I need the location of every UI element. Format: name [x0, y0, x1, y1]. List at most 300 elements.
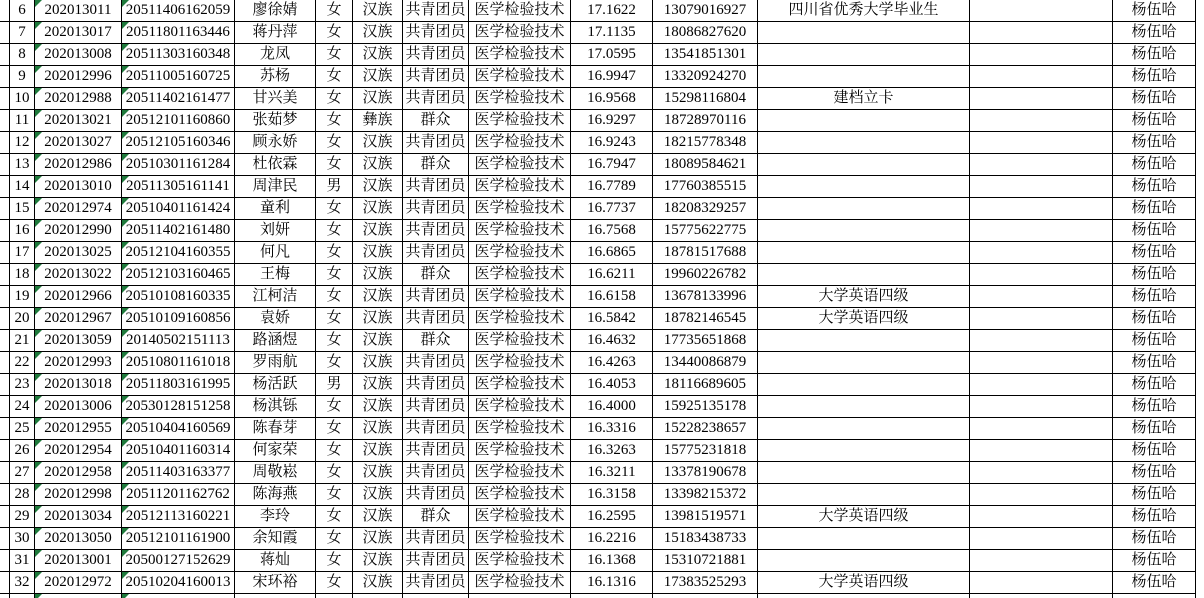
- cell-ethnicity[interactable]: 汉族: [353, 506, 403, 528]
- cell-student-id[interactable]: 202012998: [35, 484, 122, 506]
- cell-political-status[interactable]: 群众: [403, 506, 469, 528]
- cell-blank[interactable]: [970, 264, 1113, 286]
- cell-exam-id[interactable]: 20510401160314: [122, 440, 235, 462]
- cell-reviewer[interactable]: 杨伍哈: [1113, 330, 1196, 352]
- cell-major[interactable]: 医学检验技术: [469, 506, 571, 528]
- cell-row-number[interactable]: 23: [10, 374, 35, 396]
- cell-remark[interactable]: [758, 220, 970, 242]
- cell-row-number[interactable]: 27: [10, 462, 35, 484]
- cell-gender[interactable]: 女: [316, 242, 353, 264]
- cell-student-id[interactable]: 202012966: [35, 286, 122, 308]
- cell-reviewer[interactable]: 杨伍哈: [1113, 418, 1196, 440]
- cell-reviewer[interactable]: 杨伍哈: [1113, 110, 1196, 132]
- cell-phone[interactable]: 13440086879: [653, 352, 758, 374]
- cell-ethnicity[interactable]: 汉族: [353, 66, 403, 88]
- cell-row-number[interactable]: 16: [10, 220, 35, 242]
- cell-student-id[interactable]: 202013017: [35, 22, 122, 44]
- cell-name[interactable]: 廖徐婧: [235, 0, 316, 22]
- cell-major[interactable]: 医学检验技术: [469, 66, 571, 88]
- cell-student-id[interactable]: 202012972: [35, 572, 122, 594]
- cell-blank[interactable]: [970, 198, 1113, 220]
- cell-row-number[interactable]: 24: [10, 396, 35, 418]
- cell-major[interactable]: 医学检验技术: [469, 132, 571, 154]
- cell-remark[interactable]: [758, 440, 970, 462]
- cell-remark[interactable]: [758, 264, 970, 286]
- cell-ethnicity[interactable]: 汉族: [353, 330, 403, 352]
- cell-reviewer[interactable]: 杨伍哈: [1113, 396, 1196, 418]
- cell-blank[interactable]: [970, 132, 1113, 154]
- cell-row-number[interactable]: 29: [10, 506, 35, 528]
- cell-row-number[interactable]: [10, 594, 35, 598]
- cell-name[interactable]: 宋环裕: [235, 572, 316, 594]
- cell-ethnicity[interactable]: 汉族: [353, 198, 403, 220]
- cell-exam-id[interactable]: 20510108160335: [122, 286, 235, 308]
- cell-phone[interactable]: 18086827620: [653, 22, 758, 44]
- cell-gender[interactable]: 女: [316, 220, 353, 242]
- cell-row-number[interactable]: 14: [10, 176, 35, 198]
- cell-row-number[interactable]: 7: [10, 22, 35, 44]
- cell-blank[interactable]: [970, 418, 1113, 440]
- cell-score[interactable]: 16.6211: [571, 264, 653, 286]
- cell-exam-id[interactable]: 20511801163446: [122, 22, 235, 44]
- cell-gender[interactable]: 男: [316, 176, 353, 198]
- cell-student-id[interactable]: 202013021: [35, 110, 122, 132]
- cell-gender[interactable]: 女: [316, 418, 353, 440]
- cell-blank[interactable]: [970, 286, 1113, 308]
- cell-gender[interactable]: 女: [316, 440, 353, 462]
- cell-student-id[interactable]: 202012986: [35, 154, 122, 176]
- cell-major[interactable]: 医学检验技术: [469, 44, 571, 66]
- cell-name[interactable]: 罗雨航: [235, 352, 316, 374]
- cell-name[interactable]: 周敬崧: [235, 462, 316, 484]
- cell-political-status[interactable]: 共青团员: [403, 286, 469, 308]
- cell-blank[interactable]: [970, 440, 1113, 462]
- cell-gender[interactable]: 女: [316, 506, 353, 528]
- cell-reviewer[interactable]: 杨伍哈: [1113, 528, 1196, 550]
- cell-name[interactable]: [235, 594, 316, 598]
- cell-blank[interactable]: [970, 0, 1113, 22]
- cell-row-number[interactable]: 6: [10, 0, 35, 22]
- cell-ethnicity[interactable]: 汉族: [353, 22, 403, 44]
- cell-major[interactable]: 医学检验技术: [469, 484, 571, 506]
- cell-gender[interactable]: 女: [316, 352, 353, 374]
- cell-reviewer[interactable]: 杨伍哈: [1113, 308, 1196, 330]
- cell-remark[interactable]: [758, 484, 970, 506]
- cell-ethnicity[interactable]: 汉族: [353, 176, 403, 198]
- cell-phone[interactable]: 15298116804: [653, 88, 758, 110]
- cell-ethnicity[interactable]: 汉族: [353, 484, 403, 506]
- cell-ethnicity[interactable]: 彝族: [353, 110, 403, 132]
- cell-blank[interactable]: [970, 462, 1113, 484]
- cell-exam-id[interactable]: 20511201162762: [122, 484, 235, 506]
- cell-reviewer[interactable]: 杨伍哈: [1113, 44, 1196, 66]
- cell-remark[interactable]: 大学英语四级: [758, 286, 970, 308]
- cell-remark[interactable]: [758, 242, 970, 264]
- cell-score[interactable]: 16.7789: [571, 176, 653, 198]
- cell-political-status[interactable]: 共青团员: [403, 176, 469, 198]
- cell-name[interactable]: 何凡: [235, 242, 316, 264]
- cell-exam-id[interactable]: 20511305161141: [122, 176, 235, 198]
- cell-name[interactable]: 张茹梦: [235, 110, 316, 132]
- cell-row-number[interactable]: 18: [10, 264, 35, 286]
- cell-gender[interactable]: 男: [316, 374, 353, 396]
- cell-political-status[interactable]: 共青团员: [403, 462, 469, 484]
- cell-score[interactable]: 16.3211: [571, 462, 653, 484]
- cell-exam-id[interactable]: 20511303160348: [122, 44, 235, 66]
- cell-score[interactable]: 16.4053: [571, 374, 653, 396]
- cell-score[interactable]: 16.2595: [571, 506, 653, 528]
- cell-exam-id[interactable]: 20512103160465: [122, 264, 235, 286]
- cell-student-id[interactable]: 202013001: [35, 550, 122, 572]
- cell-phone[interactable]: 13398215372: [653, 484, 758, 506]
- cell-political-status[interactable]: 共青团员: [403, 484, 469, 506]
- cell-remark[interactable]: 四川省优秀大学毕业生: [758, 0, 970, 22]
- cell-score[interactable]: 17.1135: [571, 22, 653, 44]
- cell-student-id[interactable]: 202012967: [35, 308, 122, 330]
- cell-major[interactable]: 医学检验技术: [469, 572, 571, 594]
- cell-political-status[interactable]: 共青团员: [403, 440, 469, 462]
- cell-ethnicity[interactable]: 汉族: [353, 88, 403, 110]
- cell-major[interactable]: 医学检验技术: [469, 264, 571, 286]
- cell-reviewer[interactable]: 杨伍哈: [1113, 550, 1196, 572]
- cell-exam-id[interactable]: 20510109160856: [122, 308, 235, 330]
- cell-ethnicity[interactable]: 汉族: [353, 264, 403, 286]
- cell-gender[interactable]: 女: [316, 484, 353, 506]
- cell-gender[interactable]: 女: [316, 330, 353, 352]
- cell-row-number[interactable]: 9: [10, 66, 35, 88]
- cell-exam-id[interactable]: 20510801161018: [122, 352, 235, 374]
- cell-score[interactable]: 16.4263: [571, 352, 653, 374]
- cell-remark[interactable]: 建档立卡: [758, 88, 970, 110]
- cell-row-number[interactable]: 31: [10, 550, 35, 572]
- cell-blank[interactable]: [970, 594, 1113, 598]
- cell-student-id[interactable]: 202012974: [35, 198, 122, 220]
- cell-major[interactable]: 医学检验技术: [469, 308, 571, 330]
- cell-phone[interactable]: 18208329257: [653, 198, 758, 220]
- cell-student-id[interactable]: 202013006: [35, 396, 122, 418]
- cell-major[interactable]: 医学检验技术: [469, 418, 571, 440]
- cell-student-id[interactable]: 202012988: [35, 88, 122, 110]
- cell-score[interactable]: 16.2216: [571, 528, 653, 550]
- cell-phone[interactable]: 18215778348: [653, 132, 758, 154]
- cell-remark[interactable]: [758, 352, 970, 374]
- cell-reviewer[interactable]: 杨伍哈: [1113, 352, 1196, 374]
- cell-gender[interactable]: 女: [316, 528, 353, 550]
- cell-score[interactable]: 16.7947: [571, 154, 653, 176]
- cell-phone[interactable]: 13079016927: [653, 0, 758, 22]
- cell-score[interactable]: 16.4000: [571, 396, 653, 418]
- cell-score[interactable]: 16.6158: [571, 286, 653, 308]
- cell-name[interactable]: 童利: [235, 198, 316, 220]
- cell-name[interactable]: 刘妍: [235, 220, 316, 242]
- cell-remark[interactable]: [758, 550, 970, 572]
- cell-student-id[interactable]: 202012993: [35, 352, 122, 374]
- cell-phone[interactable]: 17735651868: [653, 330, 758, 352]
- cell-political-status[interactable]: 共青团员: [403, 132, 469, 154]
- cell-student-id[interactable]: [35, 594, 122, 598]
- cell-student-id[interactable]: 202013034: [35, 506, 122, 528]
- cell-remark[interactable]: [758, 396, 970, 418]
- cell-blank[interactable]: [970, 484, 1113, 506]
- cell-exam-id[interactable]: 20510401161424: [122, 198, 235, 220]
- cell-blank[interactable]: [970, 242, 1113, 264]
- cell-row-number[interactable]: 28: [10, 484, 35, 506]
- cell-gender[interactable]: 女: [316, 44, 353, 66]
- cell-major[interactable]: 医学检验技术: [469, 198, 571, 220]
- cell-phone[interactable]: 13378190678: [653, 462, 758, 484]
- cell-gender[interactable]: 女: [316, 550, 353, 572]
- cell-major[interactable]: 医学检验技术: [469, 0, 571, 22]
- cell-major[interactable]: 医学检验技术: [469, 88, 571, 110]
- cell-phone[interactable]: 13541851301: [653, 44, 758, 66]
- cell-phone[interactable]: 18728970116: [653, 110, 758, 132]
- cell-name[interactable]: 甘兴美: [235, 88, 316, 110]
- cell-remark[interactable]: [758, 330, 970, 352]
- cell-exam-id[interactable]: 20511803161995: [122, 374, 235, 396]
- cell-row-number[interactable]: 26: [10, 440, 35, 462]
- cell-row-number[interactable]: 30: [10, 528, 35, 550]
- cell-political-status[interactable]: 共青团员: [403, 550, 469, 572]
- cell-ethnicity[interactable]: 汉族: [353, 396, 403, 418]
- cell-exam-id[interactable]: [122, 594, 235, 598]
- cell-name[interactable]: 何家荣: [235, 440, 316, 462]
- cell-name[interactable]: 陈海燕: [235, 484, 316, 506]
- cell-student-id[interactable]: 202013010: [35, 176, 122, 198]
- cell-score[interactable]: 16.1368: [571, 550, 653, 572]
- cell-row-number[interactable]: 13: [10, 154, 35, 176]
- cell-exam-id[interactable]: 20510404160569: [122, 418, 235, 440]
- cell-score[interactable]: 16.9947: [571, 66, 653, 88]
- cell-remark[interactable]: [758, 132, 970, 154]
- cell-blank[interactable]: [970, 110, 1113, 132]
- cell-political-status[interactable]: 群众: [403, 264, 469, 286]
- cell-gender[interactable]: 女: [316, 132, 353, 154]
- cell-major[interactable]: 医学检验技术: [469, 220, 571, 242]
- cell-ethnicity[interactable]: 汉族: [353, 44, 403, 66]
- cell-score[interactable]: 16.7568: [571, 220, 653, 242]
- cell-blank[interactable]: [970, 22, 1113, 44]
- cell-score[interactable]: 16.9297: [571, 110, 653, 132]
- cell-phone[interactable]: 15775231818: [653, 440, 758, 462]
- cell-student-id[interactable]: 202013008: [35, 44, 122, 66]
- cell-reviewer[interactable]: 杨伍哈: [1113, 374, 1196, 396]
- cell-row-number[interactable]: 21: [10, 330, 35, 352]
- cell-political-status[interactable]: 群众: [403, 154, 469, 176]
- cell-major[interactable]: 医学检验技术: [469, 352, 571, 374]
- cell-major[interactable]: 医学检验技术: [469, 22, 571, 44]
- cell-political-status[interactable]: 共青团员: [403, 374, 469, 396]
- cell-exam-id[interactable]: 20511403163377: [122, 462, 235, 484]
- cell-reviewer[interactable]: 杨伍哈: [1113, 264, 1196, 286]
- cell-name[interactable]: 蒋灿: [235, 550, 316, 572]
- cell-reviewer[interactable]: [1113, 594, 1196, 598]
- cell-reviewer[interactable]: 杨伍哈: [1113, 220, 1196, 242]
- cell-ethnicity[interactable]: 汉族: [353, 462, 403, 484]
- cell-phone[interactable]: 13981519571: [653, 506, 758, 528]
- cell-ethnicity[interactable]: 汉族: [353, 550, 403, 572]
- cell-blank[interactable]: [970, 308, 1113, 330]
- cell-ethnicity[interactable]: [353, 594, 403, 598]
- cell-name[interactable]: 龙凤: [235, 44, 316, 66]
- cell-phone[interactable]: 18781517688: [653, 242, 758, 264]
- cell-exam-id[interactable]: 20500127152629: [122, 550, 235, 572]
- cell-reviewer[interactable]: 杨伍哈: [1113, 66, 1196, 88]
- cell-blank[interactable]: [970, 88, 1113, 110]
- cell-remark[interactable]: [758, 110, 970, 132]
- cell-student-id[interactable]: 202013018: [35, 374, 122, 396]
- cell-remark[interactable]: [758, 528, 970, 550]
- cell-exam-id[interactable]: 20511406162059: [122, 0, 235, 22]
- cell-name[interactable]: 蒋丹萍: [235, 22, 316, 44]
- cell-score[interactable]: 16.3158: [571, 484, 653, 506]
- cell-score[interactable]: 16.3263: [571, 440, 653, 462]
- cell-phone[interactable]: 18116689605: [653, 374, 758, 396]
- cell-student-id[interactable]: 202013011: [35, 0, 122, 22]
- cell-row-number[interactable]: 20: [10, 308, 35, 330]
- cell-name[interactable]: 王梅: [235, 264, 316, 286]
- cell-score[interactable]: 16.7737: [571, 198, 653, 220]
- cell-ethnicity[interactable]: 汉族: [353, 440, 403, 462]
- cell-student-id[interactable]: 202012955: [35, 418, 122, 440]
- cell-remark[interactable]: [758, 44, 970, 66]
- cell-student-id[interactable]: 202013050: [35, 528, 122, 550]
- cell-major[interactable]: 医学检验技术: [469, 396, 571, 418]
- cell-political-status[interactable]: 共青团员: [403, 0, 469, 22]
- cell-phone[interactable]: 15228238657: [653, 418, 758, 440]
- cell-student-id[interactable]: 202012954: [35, 440, 122, 462]
- cell-remark[interactable]: [758, 418, 970, 440]
- cell-remark[interactable]: 大学英语四级: [758, 572, 970, 594]
- cell-reviewer[interactable]: 杨伍哈: [1113, 286, 1196, 308]
- cell-ethnicity[interactable]: 汉族: [353, 352, 403, 374]
- cell-blank[interactable]: [970, 374, 1113, 396]
- cell-row-number[interactable]: 32: [10, 572, 35, 594]
- cell-phone[interactable]: 15925135178: [653, 396, 758, 418]
- cell-exam-id[interactable]: 20512113160221: [122, 506, 235, 528]
- cell-phone[interactable]: 15310721881: [653, 550, 758, 572]
- cell-political-status[interactable]: 群众: [403, 330, 469, 352]
- cell-political-status[interactable]: 共青团员: [403, 44, 469, 66]
- cell-remark[interactable]: [758, 198, 970, 220]
- cell-exam-id[interactable]: 20510301161284: [122, 154, 235, 176]
- cell-row-number[interactable]: 11: [10, 110, 35, 132]
- cell-reviewer[interactable]: 杨伍哈: [1113, 440, 1196, 462]
- cell-ethnicity[interactable]: 汉族: [353, 242, 403, 264]
- cell-political-status[interactable]: 共青团员: [403, 220, 469, 242]
- cell-major[interactable]: 医学检验技术: [469, 242, 571, 264]
- cell-reviewer[interactable]: 杨伍哈: [1113, 572, 1196, 594]
- cell-political-status[interactable]: 共青团员: [403, 396, 469, 418]
- cell-blank[interactable]: [970, 352, 1113, 374]
- cell-gender[interactable]: 女: [316, 154, 353, 176]
- cell-exam-id[interactable]: 20512101160860: [122, 110, 235, 132]
- cell-score[interactable]: 17.1622: [571, 0, 653, 22]
- cell-phone[interactable]: 18782146545: [653, 308, 758, 330]
- cell-exam-id[interactable]: 20512105160346: [122, 132, 235, 154]
- cell-score[interactable]: 16.3316: [571, 418, 653, 440]
- cell-row-number[interactable]: 10: [10, 88, 35, 110]
- cell-phone[interactable]: [653, 594, 758, 598]
- cell-row-number[interactable]: 12: [10, 132, 35, 154]
- cell-political-status[interactable]: 共青团员: [403, 352, 469, 374]
- cell-reviewer[interactable]: 杨伍哈: [1113, 22, 1196, 44]
- cell-gender[interactable]: 女: [316, 286, 353, 308]
- cell-row-number[interactable]: 25: [10, 418, 35, 440]
- cell-gender[interactable]: 女: [316, 396, 353, 418]
- cell-student-id[interactable]: 202012958: [35, 462, 122, 484]
- cell-remark[interactable]: [758, 594, 970, 598]
- cell-exam-id[interactable]: 20512101161900: [122, 528, 235, 550]
- cell-gender[interactable]: 女: [316, 22, 353, 44]
- cell-political-status[interactable]: [403, 594, 469, 598]
- cell-remark[interactable]: [758, 66, 970, 88]
- cell-gender[interactable]: 女: [316, 572, 353, 594]
- cell-gender[interactable]: [316, 594, 353, 598]
- cell-phone[interactable]: 13678133996: [653, 286, 758, 308]
- cell-row-number[interactable]: 19: [10, 286, 35, 308]
- cell-blank[interactable]: [970, 550, 1113, 572]
- cell-major[interactable]: 医学检验技术: [469, 176, 571, 198]
- cell-exam-id[interactable]: 20510204160013: [122, 572, 235, 594]
- cell-reviewer[interactable]: 杨伍哈: [1113, 462, 1196, 484]
- cell-gender[interactable]: 女: [316, 264, 353, 286]
- cell-blank[interactable]: [970, 330, 1113, 352]
- cell-reviewer[interactable]: 杨伍哈: [1113, 484, 1196, 506]
- cell-remark[interactable]: [758, 176, 970, 198]
- cell-row-number[interactable]: 8: [10, 44, 35, 66]
- cell-political-status[interactable]: 共青团员: [403, 22, 469, 44]
- cell-blank[interactable]: [970, 396, 1113, 418]
- cell-exam-id[interactable]: 20511005160725: [122, 66, 235, 88]
- cell-row-number[interactable]: 15: [10, 198, 35, 220]
- cell-phone[interactable]: 17760385515: [653, 176, 758, 198]
- cell-name[interactable]: 周津民: [235, 176, 316, 198]
- cell-gender[interactable]: 女: [316, 198, 353, 220]
- cell-name[interactable]: 杜依霖: [235, 154, 316, 176]
- cell-reviewer[interactable]: 杨伍哈: [1113, 154, 1196, 176]
- cell-name[interactable]: 陈春芽: [235, 418, 316, 440]
- cell-score[interactable]: 16.5842: [571, 308, 653, 330]
- cell-remark[interactable]: 大学英语四级: [758, 308, 970, 330]
- cell-reviewer[interactable]: 杨伍哈: [1113, 242, 1196, 264]
- cell-blank[interactable]: [970, 572, 1113, 594]
- cell-name[interactable]: 江柯洁: [235, 286, 316, 308]
- cell-major[interactable]: 医学检验技术: [469, 330, 571, 352]
- cell-political-status[interactable]: 共青团员: [403, 308, 469, 330]
- cell-exam-id[interactable]: 20511402161480: [122, 220, 235, 242]
- cell-exam-id[interactable]: 20530128151258: [122, 396, 235, 418]
- cell-name[interactable]: 余知霞: [235, 528, 316, 550]
- cell-row-number[interactable]: 17: [10, 242, 35, 264]
- cell-phone[interactable]: 17383525293: [653, 572, 758, 594]
- cell-student-id[interactable]: 202012996: [35, 66, 122, 88]
- cell-exam-id[interactable]: 20511402161477: [122, 88, 235, 110]
- cell-political-status[interactable]: 共青团员: [403, 528, 469, 550]
- cell-political-status[interactable]: 共青团员: [403, 198, 469, 220]
- cell-ethnicity[interactable]: 汉族: [353, 154, 403, 176]
- cell-gender[interactable]: 女: [316, 110, 353, 132]
- cell-blank[interactable]: [970, 506, 1113, 528]
- cell-exam-id[interactable]: 20512104160355: [122, 242, 235, 264]
- cell-reviewer[interactable]: 杨伍哈: [1113, 0, 1196, 22]
- cell-major[interactable]: 医学检验技术: [469, 154, 571, 176]
- cell-score[interactable]: [571, 594, 653, 598]
- cell-student-id[interactable]: 202013025: [35, 242, 122, 264]
- cell-gender[interactable]: 女: [316, 462, 353, 484]
- cell-gender[interactable]: 女: [316, 0, 353, 22]
- cell-blank[interactable]: [970, 44, 1113, 66]
- cell-reviewer[interactable]: 杨伍哈: [1113, 88, 1196, 110]
